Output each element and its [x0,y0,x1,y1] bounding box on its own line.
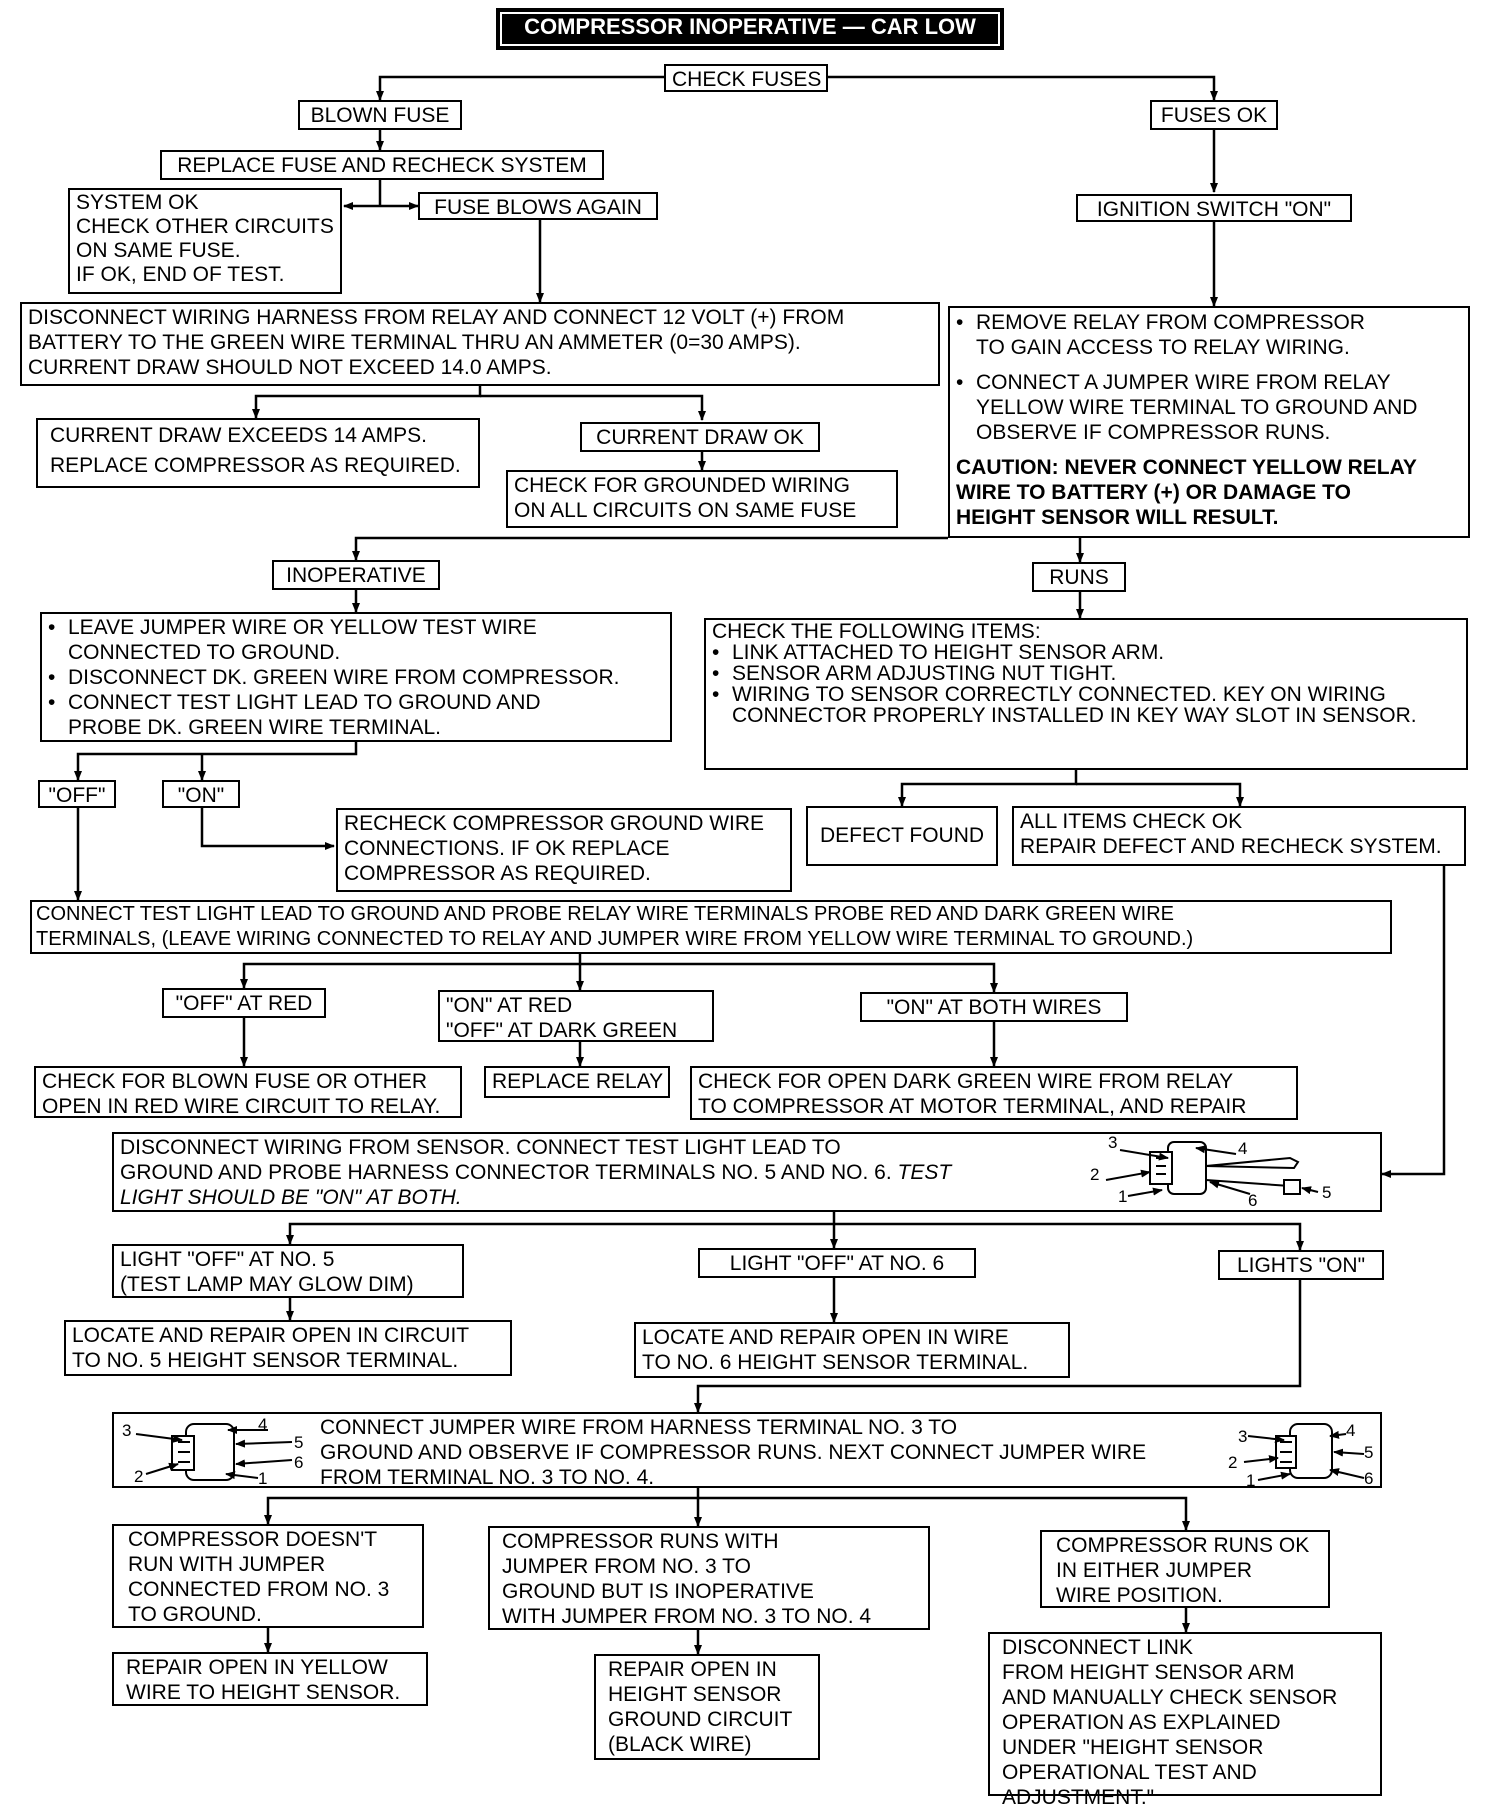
box-line: REPAIR DEFECT AND RECHECK SYSTEM. [1020,835,1442,858]
box-line: CHECK THE FOLLOWING ITEMS: [712,620,1041,643]
box-line: JUMPER FROM NO. 3 TO [502,1555,751,1578]
remove-relay-box [948,306,1470,538]
lights-on-box: LIGHTS "ON" [1218,1250,1384,1280]
on-at-red-box [438,990,714,1042]
pin-label-1: 1 [258,1469,268,1488]
on-at-both-box: "ON" AT BOTH WIRES [860,992,1128,1022]
box-line: (TEST LAMP MAY GLOW DIM) [120,1273,414,1296]
box-line: PROBE DK. GREEN WIRE TERMINAL. [68,716,442,739]
fuses-ok-box: FUSES OK [1150,100,1278,130]
box-line: ON ALL CIRCUITS ON SAME FUSE [514,499,857,522]
box-line: CHECK FOR OPEN DARK GREEN WIRE FROM RELAY [698,1070,1234,1093]
bullet-line: • CONNECT TEST LIGHT LEAD TO GROUND AND [48,690,664,715]
leave-jumper-box [40,612,672,742]
disconnect-sensor-box [112,1132,1382,1212]
check-blown-fuse-box [34,1066,462,1118]
caution-line: HEIGHT SENSOR WILL RESULT. [956,506,1279,529]
locate-6-box [634,1322,1070,1378]
page-title: COMPRESSOR INOPERATIVE — CAR LOW [496,8,1004,50]
box-line: CONNECTIONS. IF OK REPLACE [344,837,670,860]
box-line: BATTERY TO THE GREEN WIRE TERMINAL THRU AN AMMETER (0=30 AMPS). [28,331,801,354]
pin-label-6: 6 [1248,1191,1258,1210]
pin-label-5: 5 [294,1433,304,1452]
box-line: CHECK OTHER CIRCUITS [76,215,334,238]
bullet-line: • CONNECT A JUMPER WIRE FROM RELAY [956,370,1462,395]
replace-fuse-box: REPLACE FUSE AND RECHECK SYSTEM [160,150,604,180]
box-line: SYSTEM OK [76,191,199,214]
caution-line: WIRE TO BATTERY (+) OR DAMAGE TO [956,481,1351,504]
box-line: CHECK FOR GROUNDED WIRING [514,474,850,497]
box-line: RECHECK COMPRESSOR GROUND WIRE [344,812,765,835]
check-grounded-box [506,470,898,528]
box-line: TO GAIN ACCESS TO RELAY WIRING. [976,336,1350,359]
box-line: AND MANUALLY CHECK SENSOR [1002,1686,1338,1709]
box-line: REPAIR OPEN IN YELLOW [126,1656,388,1679]
blown-fuse-box: BLOWN FUSE [298,100,462,130]
box-line: IN EITHER JUMPER [1056,1559,1253,1582]
pin-label-2: 2 [1090,1165,1100,1184]
check-fuses-box: CHECK FUSES [664,64,828,92]
box-line: WITH JUMPER FROM NO. 3 TO NO. 4 [502,1605,872,1628]
inoperative-box: INOPERATIVE [272,560,440,590]
bullet-line: • WIRING TO SENSOR CORRECTLY CONNECTED. KEY ON WIRING [712,684,1460,705]
runs-box: RUNS [1032,562,1126,592]
off-box: "OFF" [38,780,116,808]
box-line: CONNECTED TO GROUND. [68,641,341,664]
pin-label-4: 4 [1346,1421,1356,1440]
box-line: DISCONNECT LINK [1002,1636,1193,1659]
pin-label-1: 1 [1118,1187,1128,1206]
box-line: RUN WITH JUMPER [128,1553,326,1576]
bullet-line: • REMOVE RELAY FROM COMPRESSOR [956,310,1462,335]
box-line: CONNECT TEST LIGHT LEAD TO GROUND AND PROBE RELAY WIRE TERMINALS PROBE RED AND DARK GREEN WIRE [36,903,1175,925]
box-line: REPAIR OPEN IN [608,1658,777,1681]
box-line: LOCATE AND REPAIR OPEN IN WIRE [642,1326,1009,1349]
box-line: TO COMPRESSOR AT MOTOR TERMINAL, AND REPAIR [698,1095,1247,1118]
ignition-switch-box: IGNITION SWITCH "ON" [1076,194,1352,222]
current-ok-box: CURRENT DRAW OK [580,422,820,452]
pin-label-3: 3 [122,1421,132,1440]
pin-label-4: 4 [258,1415,268,1434]
pin-label-3: 3 [1108,1133,1118,1152]
box-line: TERMINALS, (LEAVE WIRING CONNECTED TO RELAY AND JUMPER WIRE FROM YELLOW WIRE TERMINAL TO GROUND.) [36,928,1194,950]
box-line: OPEN IN RED WIRE CIRCUIT TO RELAY. [42,1095,441,1118]
box-line: CONNECTOR PROPERLY INSTALLED IN KEY WAY SLOT IN SENSOR. [732,704,1417,727]
box-line: CONNECT JUMPER WIRE FROM HARNESS TERMINAL NO. 3 TO [320,1416,958,1439]
box-line: CHECK FOR BLOWN FUSE OR OTHER [42,1070,428,1093]
pin-label-4: 4 [1238,1139,1248,1158]
box-line: GROUND CIRCUIT [608,1708,793,1731]
comp-doesnt-run-box [112,1524,424,1628]
box-line: CONNECTED FROM NO. 3 [128,1578,390,1601]
box-line: "OFF" AT DARK GREEN [446,1019,678,1042]
box-line: COMPRESSOR AS REQUIRED. [344,862,651,885]
box-line: IF OK, END OF TEST. [76,263,285,286]
replace-relay-box: REPLACE RELAY [484,1066,670,1098]
recheck-ground-box [336,808,792,892]
box-line-italic: TEST [897,1161,952,1184]
system-ok-box [68,188,342,294]
box-line: OBSERVE IF COMPRESSOR RUNS. [976,421,1331,444]
box-line: WIRE TO HEIGHT SENSOR. [126,1681,401,1704]
box-line: REPLACE COMPRESSOR AS REQUIRED. [50,454,461,477]
box-line: GROUND AND OBSERVE IF COMPRESSOR RUNS. NEXT CONNECT JUMPER WIRE [320,1441,1147,1464]
all-items-ok-box [1012,806,1466,866]
disconnect-harness-box [20,302,940,386]
locate-5-box [64,1320,512,1376]
box-line: OPERATION AS EXPLAINED [1002,1711,1281,1734]
box-line: GROUND BUT IS INOPERATIVE [502,1580,814,1603]
pin-label-5: 5 [1322,1183,1332,1202]
box-line: FROM TERMINAL NO. 3 TO NO. 4. [320,1466,655,1489]
pin-label-6: 6 [1364,1469,1374,1488]
check-open-green-box [690,1066,1298,1120]
pin-label-6: 6 [294,1453,304,1472]
box-line: YELLOW WIRE TERMINAL TO GROUND AND [976,396,1418,419]
box-line: TO GROUND. [128,1603,262,1626]
box-line: TO NO. 5 HEIGHT SENSOR TERMINAL. [72,1349,459,1372]
light-off-6-box: LIGHT "OFF" AT NO. 6 [698,1248,976,1278]
pin-label-3: 3 [1238,1427,1248,1446]
box-line: ADJUSTMENT." [1002,1786,1155,1809]
off-at-red-box: "OFF" AT RED [162,988,326,1018]
box-line: DISCONNECT WIRING HARNESS FROM RELAY AND CONNECT 12 VOLT (+) FROM [28,306,845,329]
comp-runs-ground-box [488,1526,930,1630]
fuse-blows-again-box: FUSE BLOWS AGAIN [418,192,658,220]
pin-label-2: 2 [1228,1453,1238,1472]
box-line: WIRE POSITION. [1056,1584,1223,1607]
box-line-italic: LIGHT SHOULD BE "ON" AT BOTH. [120,1186,462,1209]
box-line: FROM HEIGHT SENSOR ARM [1002,1661,1295,1684]
bullet-line: • LINK ATTACHED TO HEIGHT SENSOR ARM. [712,642,1460,663]
box-line: DISCONNECT WIRING FROM SENSOR. CONNECT TEST LIGHT LEAD TO [120,1136,841,1159]
defect-found-box: DEFECT FOUND [806,806,998,866]
repair-yellow-box [112,1652,428,1706]
pin-label-5: 5 [1364,1443,1374,1462]
box-line: COMPRESSOR RUNS OK [1056,1534,1310,1557]
box-line: OPERATIONAL TEST AND [1002,1761,1257,1784]
connect-jumper-3-box [112,1412,1382,1488]
on-box: "ON" [162,780,240,808]
box-line: HEIGHT SENSOR [608,1683,782,1706]
box-line: COMPRESSOR RUNS WITH [502,1530,779,1553]
comp-runs-ok-box [1040,1530,1330,1608]
box-line: GROUND AND PROBE HARNESS CONNECTOR TERMINALS NO. 5 AND NO. 6. [120,1161,892,1184]
box-line: ALL ITEMS CHECK OK [1020,810,1243,833]
repair-ground-box [594,1654,820,1760]
pin-label-1: 1 [1246,1471,1256,1490]
box-line: TO NO. 6 HEIGHT SENSOR TERMINAL. [642,1351,1029,1374]
box-line: UNDER "HEIGHT SENSOR [1002,1736,1264,1759]
bullet-line: • LEAVE JUMPER WIRE OR YELLOW TEST WIRE [48,615,664,640]
caution-line: CAUTION: NEVER CONNECT YELLOW RELAY [956,456,1417,479]
box-line: CURRENT DRAW EXCEEDS 14 AMPS. [50,424,427,447]
box-line: COMPRESSOR DOESN'T [128,1528,378,1551]
box-line: (BLACK WIRE) [608,1733,752,1756]
check-following-box [704,618,1468,770]
box-line: "ON" AT RED [446,994,573,1017]
bullet-line: • DISCONNECT DK. GREEN WIRE FROM COMPRESSOR. [48,665,664,690]
box-line: LOCATE AND REPAIR OPEN IN CIRCUIT [72,1324,470,1347]
bullet-line: • SENSOR ARM ADJUSTING NUT TIGHT. [712,663,1460,684]
pin-label-2: 2 [134,1467,144,1486]
light-off-5-box [112,1244,464,1298]
box-line: LIGHT "OFF" AT NO. 5 [120,1248,335,1271]
box-line: ON SAME FUSE. [76,239,241,262]
current-exceeds-box [36,418,480,488]
disconnect-link-box [988,1632,1382,1809]
connect-test-light-box [30,900,1392,954]
box-line: CURRENT DRAW SHOULD NOT EXCEED 14.0 AMPS. [28,356,552,379]
